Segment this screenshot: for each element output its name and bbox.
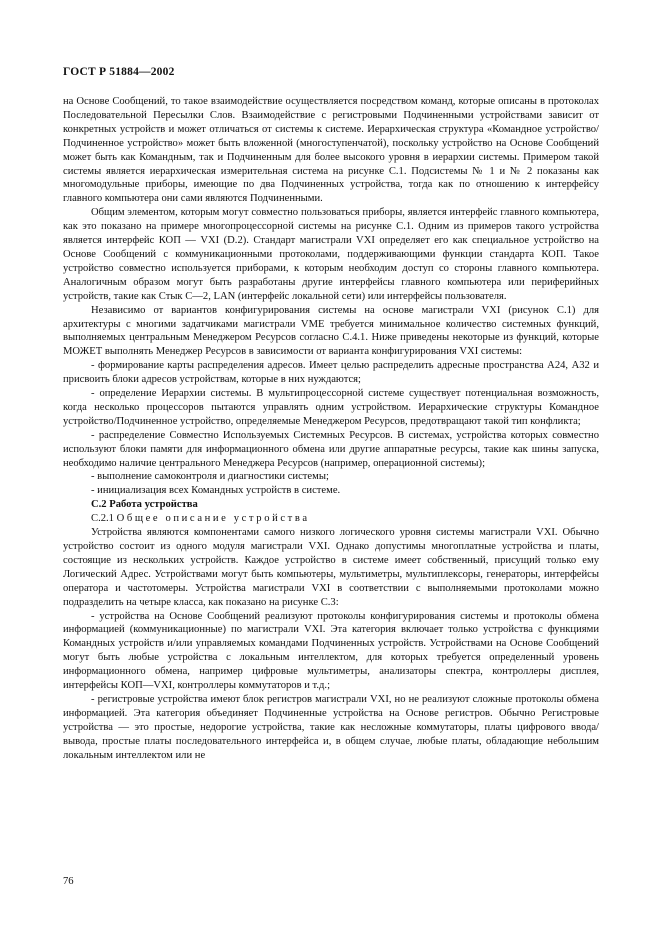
section-heading: С.2 Работа устройства [91, 499, 198, 511]
list-item: - устройства на Основе Сообщений реализуют протоколы конфигурирования системы и протоколы обмена информацией (коммуникационные) по магистрали VXI. Эта категория включает только устройства с функциями Командных устройств и/или управляемых командами Подчиненных устройств. Устройствами на Основе Сообщений могут быть любые устройства с локальным интеллектом, для которых требуется определенный уровень информационного обмена, например цифровые мультиметры, анализаторы спектра, контроллеры дисплея, интерфейсы КОП—VXI, контроллеры коммутаторов и т.д.; [63, 610, 599, 692]
subsection-heading [63, 512, 599, 526]
paragraph: Общим элементом, которым могут совместно пользоваться приборы, является интерфейс главного компьютера, как это показано на примере многопроцессорной системы на рисунке С.1. Одним из примеров такого устройства является интерфейс КОП — VXI (D.2). Стандарт магистрали VXI определяет его как специальное устройство на Основе Сообщений с коммуникационными протоколами, поддерживающими функции стандарта КОП. Такое устройство совместно используется приборами, к которым необходим доступ со стороны главного компьютера. Аналогичным образом могут быть разработаны другие интерфейсы главного компьютера или периферийных устройств, такие как Стык С—2, LAN (интерфейс локальной сети) или интерфейсы пользователя. [63, 207, 599, 302]
list-item: - определение Иерархии системы. В мультипроцессорной системе существует потенциальная возможность, когда несколько процессоров пытаются управлять одним устройством. Иерархические структуры Командное устройство/Подчиненное устройство, определяемые Менеджером Ресурсов, предотвращают такой тип конфликта; [63, 388, 599, 427]
list-item: - инициализация всех Командных устройств в системе. [91, 485, 341, 497]
list-item: - выполнение самоконтроля и диагностики системы; [91, 471, 329, 483]
paragraph: Устройства являются компонентами самого низкого логического уровня системы магистрали VXI. Обычно устройство состоит из одного модуля магистрали VXI. Однако допустимы многоплатные устройства и платы, состоящие из нескольких устройств. Каждое устройство в системе имеет собственный, присущий только ему Логический Адрес. Устройствами могут быть компьютеры, мультиметры, мультиплексоры, генераторы, интерфейсы оператора и частотомеры. Устройства магистрали VXI в соответствии с выполняемыми протоколами можно подразделить на четыре класса, как показано на рисунке С.3: [63, 527, 599, 608]
paragraph: на Основе Сообщений, то такое взаимодействие осуществляется посредством команд, которые описаны в протоколах Последовательной Пересылки Слов. Взаимодействие с регистровыми Подчиненными устройствами зависит от конкретных устройств и может отличаться от системы к системе. Иерархическая структура «Командное устройство/Подчиненное устройство» может быть вложенной (многоступенчатой), поскольку устройство на Основе Сообщений может быть как Командным, так и Подчиненным для более высокого уровня в иерархии системы. Примером такой системы является иерархическая измерительная система на рисунке С.1. Подсистемы № 1 и № 2 показаны как многомодульные приборы, имеющие по два Подчиненных устройства, тогда как по отношению к интерфейсу главного компьютера они сами являются Подчиненными. [63, 96, 599, 205]
page-body [63, 95, 599, 763]
paragraph: Независимо от вариантов конфигурирования системы на основе магистрали VXI (рисунок С.1) для архитектуры с многими задатчиками магистрали VME требуется минимальное количество системных функций, выполняемых центральным Менеджером Ресурсов согласно С.4.1. Ниже приведены некоторые из функций, которые МОЖЕТ выполнять Менеджер Ресурсов в зависимости от варианта конфигурирования VXI системы: [63, 304, 599, 358]
page-header: ГОСТ Р 51884—2002 [63, 66, 175, 78]
subsection-title: Общее описание устройства [116, 513, 310, 525]
page-number: 76 [63, 876, 74, 887]
subsection-number: С.2.1 [91, 513, 114, 525]
list-item: - регистровые устройства имеют блок регистров магистрали VXI, но не реализуют сложные протоколы обмена информацией. Эта категория объединяет Подчиненные устройства на Основе регистров. Обычно Регистровые устройства — это простые, недорогие устройства, такие как несложные коммутаторы, платы цифрового ввода/вывода, простые платы последовательного интерфейса и, в общем случае, любые платы, обладающие небольшим локальным интеллектом или не [63, 693, 599, 761]
list-item: - распределение Совместно Используемых Системных Ресурсов. В системах, устройства которых совместно используют блоки памяти для информационного обмена или другие аппаратные ресурсы, такие как шины запуска, необходимо наличие центрального Менеджера Ресурсов (например, операционной системы); [63, 429, 599, 469]
list-item: - формирование карты распределения адресов. Имеет целью распределить адресные пространства А24, А32 и присвоить блоки адресов устройствам, которые в них нуждаются; [63, 360, 599, 386]
